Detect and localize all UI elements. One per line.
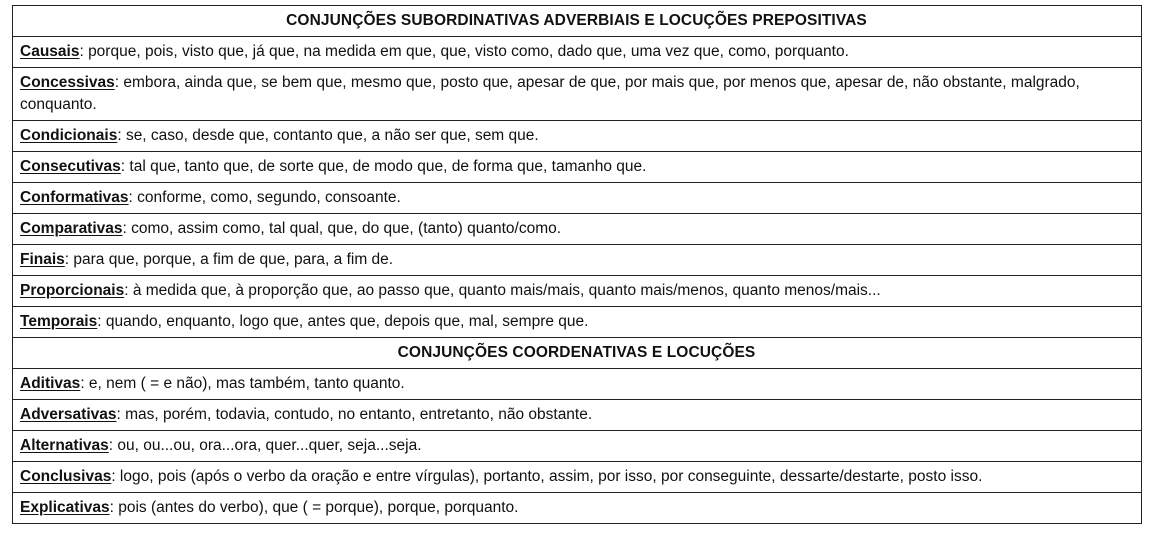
- table-row-temporais: [13, 307, 1141, 338]
- row-items: : tal que, tanto que, de sorte que, de modo que, de forma que, tamanho que.: [120, 158, 647, 175]
- table-row-aditivas: [13, 369, 1141, 400]
- row-term: Concessivas: [20, 74, 115, 91]
- row-items: : à medida que, à proporção que, ao passo que, quanto mais/mais, quanto mais/menos, quanto menos/mais...: [124, 282, 881, 299]
- row-items: : ou, ou...ou, ora...ora, quer...quer, seja...seja.: [108, 437, 422, 454]
- row-term: Proporcionais: [20, 282, 125, 299]
- table-row-conformativas: [13, 183, 1141, 214]
- row-term: Finais: [20, 251, 65, 268]
- table-row-causais: [13, 37, 1141, 68]
- row-items: : se, caso, desde que, contanto que, a não ser que, sem que.: [117, 127, 539, 144]
- row-items: : embora, ainda que, se bem que, mesmo que, posto que, apesar de que, por mais que, por menos que, apesar de, não obstante, malgrado, conquanto.: [20, 74, 1080, 113]
- conjunctions-table: [12, 5, 1142, 524]
- row-term: Conformativas: [20, 189, 129, 206]
- row-items: : e, nem ( = e não), mas também, tanto quanto.: [80, 375, 405, 392]
- row-term: Alternativas: [20, 437, 109, 454]
- section-title-coordenativas: CONJUNÇÕES COORDENATIVAS E LOCUÇÕES: [13, 338, 1141, 369]
- row-items: : como, assim como, tal qual, que, do que, (tanto) quanto/como.: [122, 220, 562, 237]
- table-row-concessivas: [13, 68, 1141, 121]
- row-term: Condicionais: [20, 127, 118, 144]
- row-term: Comparativas: [20, 220, 123, 237]
- table-row-explicativas: [13, 493, 1141, 523]
- row-items: : logo, pois (após o verbo da oração e entre vírgulas), portanto, assim, por isso, por conseguinte, dessarte/destarte, posto isso.: [111, 468, 983, 485]
- row-term: Conclusivas: [20, 468, 112, 485]
- table-row-consecutivas: [13, 152, 1141, 183]
- table-row-conclusivas: [13, 462, 1141, 493]
- row-items: : pois (antes do verbo), que ( = porque), porque, porquanto.: [109, 499, 519, 516]
- row-term: Adversativas: [20, 406, 117, 423]
- table-row-finais: [13, 245, 1141, 276]
- table-row-condicionais: [13, 121, 1141, 152]
- row-items: : quando, enquanto, logo que, antes que, depois que, mal, sempre que.: [97, 313, 589, 330]
- row-term: Explicativas: [20, 499, 110, 516]
- table-row-comparativas: [13, 214, 1141, 245]
- table-row-adversativas: [13, 400, 1141, 431]
- row-items: : conforme, como, segundo, consoante.: [128, 189, 401, 206]
- table-row-proporcionais: [13, 276, 1141, 307]
- row-term: Causais: [20, 43, 80, 60]
- row-items: : porque, pois, visto que, já que, na medida em que, que, visto como, dado que, uma vez que, como, porquanto.: [79, 43, 849, 60]
- row-term: Temporais: [20, 313, 98, 330]
- row-term: Consecutivas: [20, 158, 121, 175]
- row-items: : para que, porque, a fim de que, para, a fim de.: [64, 251, 394, 268]
- row-term: Aditivas: [20, 375, 81, 392]
- section-title-subordinativas: CONJUNÇÕES SUBORDINATIVAS ADVERBIAIS E LOCUÇÕES PREPOSITIVAS: [13, 6, 1141, 37]
- row-items: : mas, porém, todavia, contudo, no entanto, entretanto, não obstante.: [116, 406, 593, 423]
- table-row-alternativas: [13, 431, 1141, 462]
